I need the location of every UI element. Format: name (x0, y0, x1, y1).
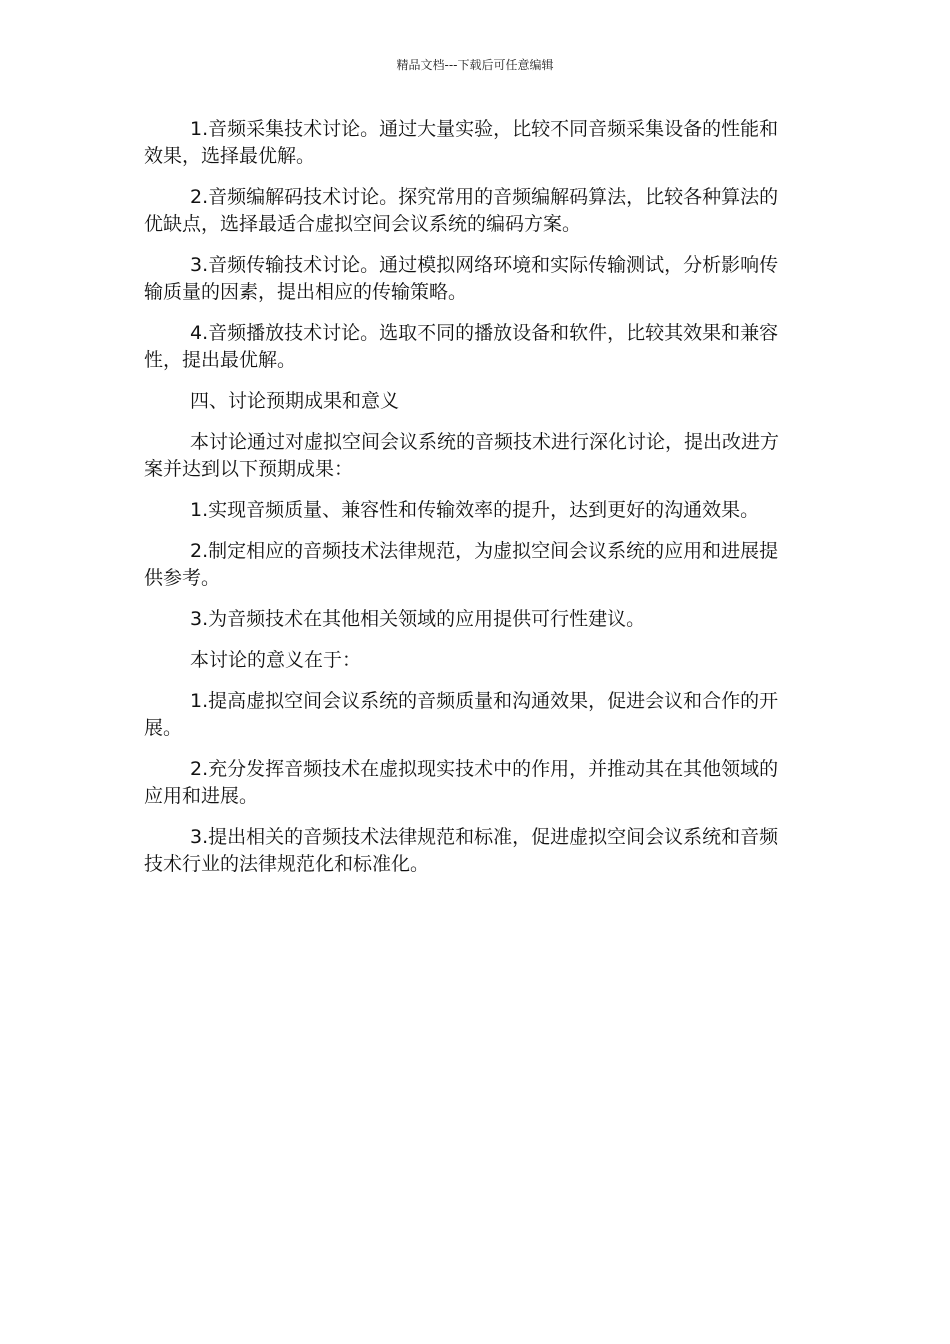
paragraph-significance-3: 3.提出相关的音频技术法律规范和标准，促进虚拟空间会议系统和音频技术行业的法律规范化和标准化。 (144, 826, 779, 875)
paragraph-results-intro: 本讨论通过对虚拟空间会议系统的音频技术进行深化讨论，提出改进方案并达到以下预期成果： (144, 431, 780, 480)
paragraph-audio-transmission: 3.音频传输技术讨论。通过模拟网络环境和实际传输测试，分析影响传输质量的因素，提出相应的传输策略。 (144, 254, 779, 303)
page-header: 精品文档---下载后可任意编辑 (396, 58, 554, 72)
paragraph-significance-2: 2.充分发挥音频技术在虚拟现实技术中的作用，并推动其在其他领域的应用和进展。 (144, 758, 779, 807)
paragraph-result-3: 3.为音频技术在其他相关领域的应用提供可行性建议。 (190, 608, 646, 630)
section-heading-expected-results: 四、讨论预期成果和意义 (190, 390, 400, 412)
paragraph-audio-capture: 1.音频采集技术讨论。通过大量实验，比较不同音频采集设备的性能和效果，选择最优解。 (144, 118, 779, 167)
paragraph-significance-1: 1.提高虚拟空间会议系统的音频质量和沟通效果，促进会议和合作的开展。 (144, 690, 779, 739)
paragraph-result-2: 2.制定相应的音频技术法律规范，为虚拟空间会议系统的应用和进展提供参考。 (144, 540, 779, 589)
paragraph-audio-playback: 4.音频播放技术讨论。选取不同的播放设备和软件，比较其效果和兼容性，提出最优解。 (144, 322, 779, 371)
paragraph-significance-intro: 本讨论的意义在于： (190, 649, 362, 671)
paragraph-audio-codec: 2.音频编解码技术讨论。探究常用的音频编解码算法，比较各种算法的优缺点，选择最适合虚拟空间会议系统的编码方案。 (144, 186, 779, 235)
document-body (144, 116, 796, 892)
paragraph-result-1: 1.实现音频质量、兼容性和传输效率的提升，达到更好的沟通效果。 (190, 499, 760, 521)
